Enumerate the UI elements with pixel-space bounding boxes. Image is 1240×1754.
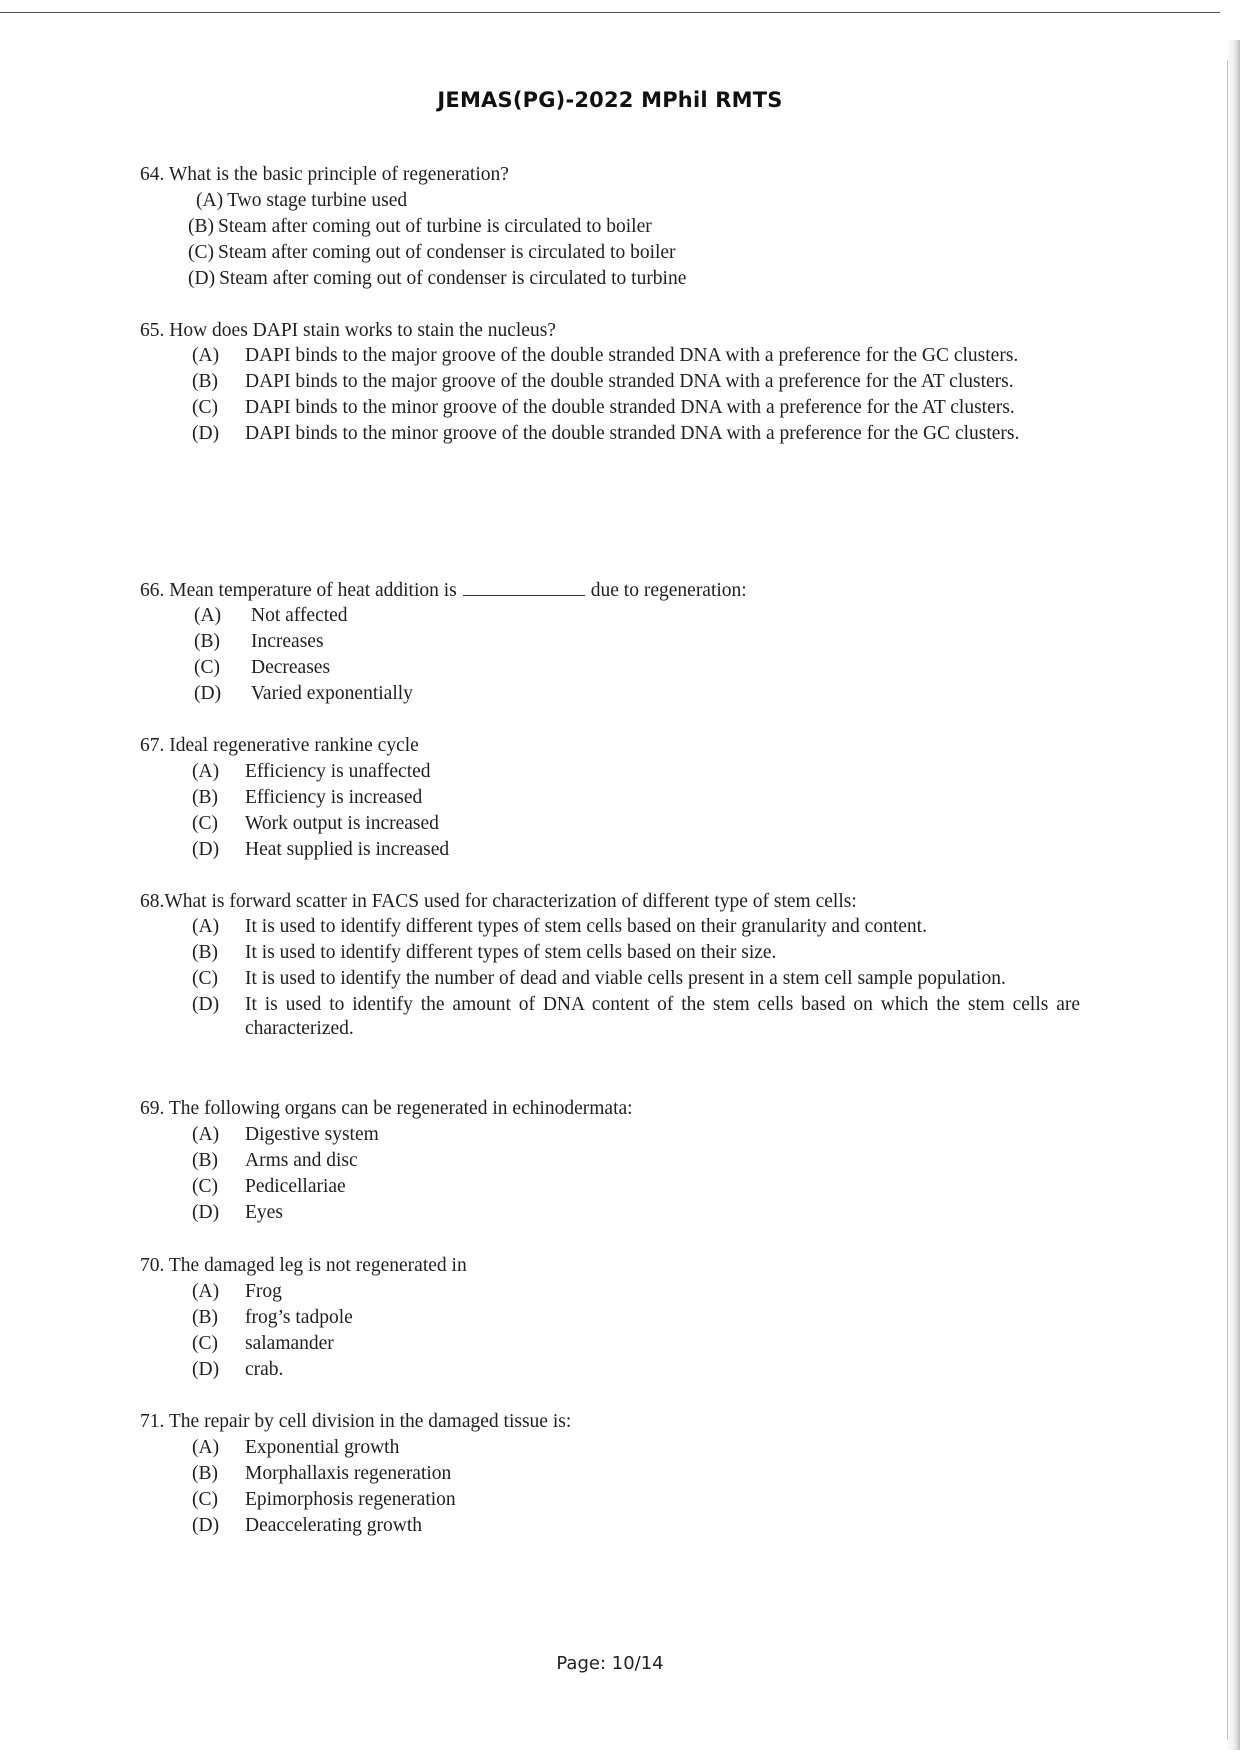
option-letter: (D) [192, 1359, 220, 1380]
option-letter: (D) [192, 1515, 220, 1536]
option-text: Varied exponentially [251, 683, 413, 704]
option-letter: (A) [194, 605, 222, 626]
option-text: It is used to identify different types of stem cells based on their size. [245, 942, 777, 963]
option-b [192, 1148, 1080, 1174]
question-64 [140, 162, 1080, 292]
option-text: It is used to identify the amount of DNA content of the stem cells based on which the stem cells are characterized. [245, 994, 1080, 1039]
option-letter: (A) [192, 916, 220, 937]
option-c [188, 240, 1080, 266]
option-text: DAPI binds to the minor groove of the double stranded DNA with a preference for the GC clusters. [245, 423, 1020, 444]
option-text: Steam after coming out of condenser is circulated to turbine [219, 268, 687, 289]
option-text: Increases [251, 631, 324, 652]
option-letter: (A) [196, 190, 224, 211]
option-letter: (C) [188, 242, 214, 263]
option-a [192, 1279, 1080, 1305]
option-text: Pedicellariae [245, 1176, 346, 1197]
option-letter: (B) [192, 1463, 218, 1484]
option-letter: (A) [192, 761, 220, 782]
answer-blank [463, 577, 585, 596]
option-d [188, 266, 1080, 292]
option-d [192, 993, 1080, 1041]
option-c [192, 967, 1080, 991]
option-d [194, 681, 1080, 707]
option-letter: (B) [192, 787, 218, 808]
question-69 [140, 1096, 1080, 1226]
option-letter: (A) [192, 1124, 220, 1145]
option-text: Arms and disc [245, 1150, 358, 1171]
question-stem: 70. The damaged leg is not regenerated in [140, 1255, 467, 1276]
scan-edge-shadow [1226, 40, 1240, 1750]
option-letter: (C) [192, 1333, 218, 1354]
page-title: JEMAS(PG)-2022 MPhil RMTS [437, 88, 783, 112]
question-stem: 68.What is forward scatter in FACS used for characterization of different type of stem cells: [140, 891, 857, 912]
stem-before-blank: 66. Mean temperature of heat addition is [140, 580, 457, 601]
question-stem: 67. Ideal regenerative rankine cycle [140, 735, 419, 756]
option-text: Efficiency is unaffected [245, 761, 431, 782]
question-66 [140, 577, 1080, 707]
option-text: Digestive system [245, 1124, 379, 1145]
option-letter: (B) [192, 942, 218, 963]
option-letter: (C) [194, 657, 220, 678]
option-letter: (B) [192, 1307, 218, 1328]
option-text: It is used to identify the number of dead and viable cells present in a stem cell sample population. [245, 968, 1006, 989]
question-67 [140, 733, 1080, 863]
option-letter: (A) [192, 1281, 220, 1302]
option-text: It is used to identify different types of stem cells based on their granularity and content. [245, 916, 927, 937]
option-letter: (D) [188, 268, 216, 289]
option-b [194, 629, 1080, 655]
option-b [192, 785, 1080, 811]
option-text: DAPI binds to the major groove of the double stranded DNA with a preference for the GC clusters. [245, 345, 1019, 366]
option-letter: (C) [192, 1176, 218, 1197]
option-letter: (A) [192, 1437, 220, 1458]
option-letter: (C) [192, 813, 218, 834]
option-d [192, 837, 1080, 863]
option-d [192, 1357, 1080, 1383]
question-71 [140, 1409, 1080, 1539]
question-stem: 65. How does DAPI stain works to stain the nucleus? [140, 320, 556, 341]
option-text: Not affected [251, 605, 348, 626]
option-text: Epimorphosis regeneration [245, 1489, 456, 1510]
option-b [192, 370, 1080, 394]
option-a [192, 1122, 1080, 1148]
option-a [192, 1435, 1080, 1461]
option-text: Two stage turbine used [227, 190, 408, 211]
question-stem: 69. The following organs can be regenerated in echinodermata: [140, 1098, 633, 1119]
option-text: Deaccelerating growth [245, 1515, 423, 1536]
question-68 [140, 889, 1080, 1043]
option-b [188, 214, 1080, 240]
question-stem [140, 577, 1080, 603]
page-number: Page: 10/14 [556, 1653, 664, 1674]
option-d [192, 422, 1080, 446]
scan-edge-line [1227, 60, 1228, 1740]
option-a [194, 603, 1080, 629]
option-letter: (D) [192, 994, 220, 1015]
top-rule [0, 12, 1220, 13]
option-text: Efficiency is increased [245, 787, 423, 808]
option-letter: (D) [194, 683, 222, 704]
option-text: Heat supplied is increased [245, 839, 450, 860]
option-letter: (D) [192, 423, 220, 444]
option-a [192, 344, 1080, 368]
option-letter: (B) [192, 1150, 218, 1171]
option-c [192, 1331, 1080, 1357]
option-b [192, 1461, 1080, 1487]
question-70 [140, 1253, 1080, 1383]
option-text: Steam after coming out of condenser is circulated to boiler [218, 242, 676, 263]
option-a [196, 188, 1080, 214]
question-65 [140, 318, 1080, 448]
option-c [192, 811, 1080, 837]
option-letter: (A) [192, 345, 220, 366]
option-text: frog’s tadpole [245, 1307, 353, 1328]
option-letter: (D) [192, 839, 220, 860]
option-c [194, 655, 1080, 681]
option-c [192, 1487, 1080, 1513]
option-letter: (D) [192, 1202, 220, 1223]
option-d [192, 1200, 1080, 1226]
option-text: Decreases [251, 657, 331, 678]
question-stem: 64. What is the basic principle of regeneration? [140, 164, 509, 185]
option-c [192, 1174, 1080, 1200]
option-c [192, 396, 1080, 420]
option-b [192, 1305, 1080, 1331]
option-text: crab. [245, 1359, 284, 1380]
option-text: DAPI binds to the major groove of the double stranded DNA with a preference for the AT clusters. [245, 371, 1014, 392]
option-letter: (B) [192, 371, 218, 392]
stem-after-blank: due to regeneration: [590, 580, 747, 601]
option-d [192, 1513, 1080, 1539]
option-text: DAPI binds to the minor groove of the double stranded DNA with a preference for the AT clusters. [245, 397, 1015, 418]
question-stem: 71. The repair by cell division in the damaged tissue is: [140, 1411, 572, 1432]
option-letter: (C) [192, 397, 218, 418]
option-a [192, 915, 1080, 939]
option-letter: (C) [192, 968, 218, 989]
option-letter: (C) [192, 1489, 218, 1510]
option-text: Frog [245, 1281, 282, 1302]
option-a [192, 759, 1080, 785]
option-text: salamander [245, 1333, 334, 1354]
option-text: Exponential growth [245, 1437, 400, 1458]
option-text: Eyes [245, 1202, 283, 1223]
option-text: Morphallaxis regeneration [245, 1463, 452, 1484]
option-text: Work output is increased [245, 813, 439, 834]
option-letter: (B) [188, 216, 214, 237]
option-letter: (B) [194, 631, 220, 652]
option-text: Steam after coming out of turbine is circulated to boiler [218, 216, 652, 237]
option-b [192, 941, 1080, 965]
